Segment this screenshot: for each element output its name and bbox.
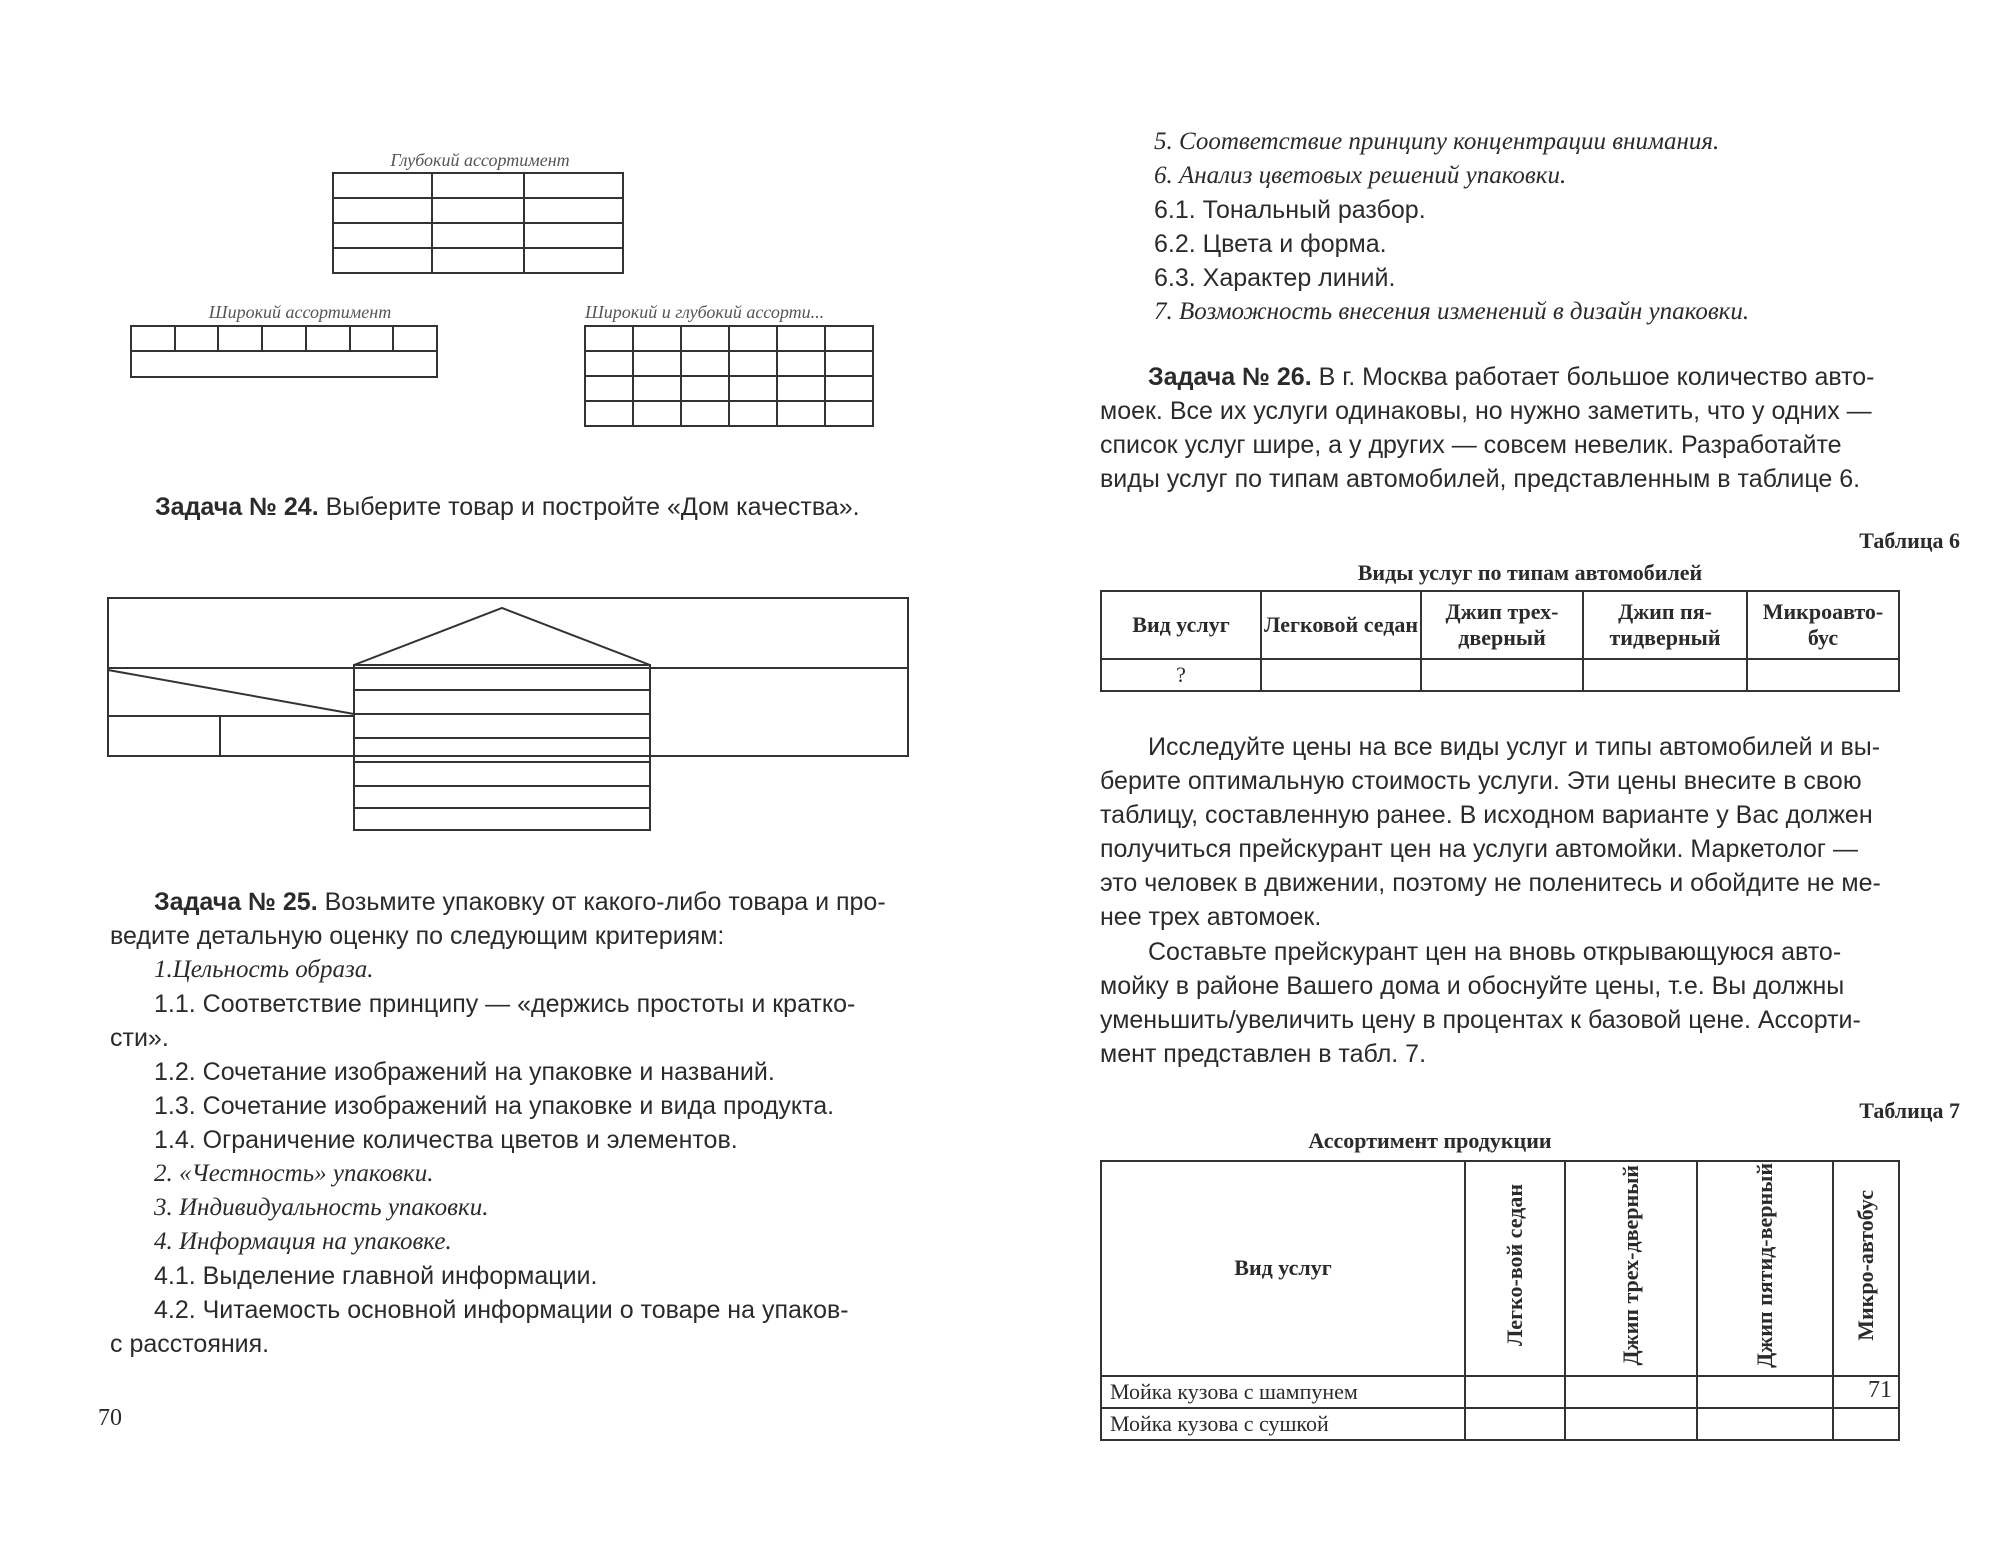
task-26-title: Задача № 26.: [1148, 363, 1312, 391]
criteria-item: 1.1. Соответствие принципу — «держись простоты и кратко-: [154, 990, 856, 1018]
task-24-heading: [155, 490, 860, 524]
table-7-header-4: Микро-автобус: [1833, 1161, 1899, 1376]
paragraph-price-list: [1100, 935, 1960, 1071]
table-row: [1101, 1376, 1899, 1408]
table-row: [1101, 1408, 1899, 1440]
table-6-label: Таблица 6: [1859, 528, 1960, 553]
deep-assortment-label: Глубокий ассортимент: [390, 150, 570, 170]
criteria-item: 6.2. Цвета и форма.: [1154, 230, 1387, 258]
paragraph-line: уменьшить/увеличить цену в процентах к базовой цене. Ассорти-: [1100, 1006, 1861, 1034]
criteria-item: с расстояния.: [110, 1330, 270, 1358]
right-page: [1000, 0, 2000, 1551]
criteria-item: 1.2. Сочетание изображений на упаковке и названий.: [154, 1058, 775, 1086]
task-26-block: [1100, 360, 1960, 496]
page-number-right: 71: [1868, 1377, 1892, 1403]
table-7-header-0: Вид услуг: [1101, 1161, 1465, 1376]
table-6-cell-3: [1583, 659, 1747, 691]
criteria-item: 4.1. Выделение главной информации.: [154, 1262, 598, 1290]
table-6-header-4: Микроавто-бус: [1747, 591, 1899, 659]
table-7-label: Таблица 7: [1859, 1098, 1960, 1123]
table-6-cell-2: [1421, 659, 1583, 691]
paragraph-research-prices: [1100, 730, 1960, 934]
page-number-left: 70: [98, 1405, 122, 1431]
criteria-item: 1.3. Сочетание изображений на упаковке и вида продукта.: [154, 1092, 835, 1120]
criteria-item: 1.Цельность образа.: [154, 956, 374, 983]
table-7-title: Ассортимент продукции: [1308, 1128, 1552, 1153]
paragraph-line: мент представлен в табл. 7.: [1100, 1040, 1427, 1068]
table-6-header-3: Джип пя-тидверный: [1583, 591, 1747, 659]
table-7-row-1-label: Мойка кузова с сушкой: [1101, 1408, 1465, 1440]
paragraph-line: нее трех автомоек.: [1100, 903, 1322, 931]
deep-assortment-grid: [332, 172, 624, 274]
criteria-item: 2. «Честность» упаковки.: [154, 1160, 434, 1187]
table-6: [1100, 590, 1900, 692]
table-7: [1100, 1160, 1900, 1441]
table-7-header-1: Легко-вой седан: [1465, 1161, 1565, 1376]
paragraph-line: получиться прейскурант цен на услуги автомойки. Маркетолог —: [1100, 835, 1858, 863]
paragraph-line: берите оптимальную стоимость услуги. Эти цены внесите в свою: [1100, 767, 1862, 795]
task-24-text: Выберите товар и постройте «Дом качества».: [318, 493, 860, 521]
wide-deep-assortment-label: Широкий и глубокий ассорти...: [585, 302, 825, 322]
table-6-header-0: Вид услуг: [1101, 591, 1261, 659]
criteria-item: сти».: [110, 1024, 169, 1052]
criteria-item: 1.4. Ограничение количества цветов и элементов.: [154, 1126, 738, 1154]
criteria-item: 6.1. Тональный разбор.: [1154, 196, 1426, 224]
task-26-line1: Задача № 26. В г. Москва работает большое количество авто-: [1148, 363, 1875, 391]
table-7-row-0-label: Мойка кузова с шампунем: [1101, 1376, 1465, 1408]
task-25-title: Задача № 25.: [154, 888, 318, 916]
task-25-line2: ведите детальную оценку по следующим критериям:: [110, 922, 725, 950]
criteria-item: 4.2. Читаемость основной информации о товаре на упаков-: [154, 1296, 849, 1324]
criteria-item: 7. Возможность внесения изменений в дизайн упаковки.: [1154, 298, 1750, 325]
task-25-line1: Задача № 25. Возьмите упаковку от какого-либо товара и про-: [154, 888, 886, 916]
task-26-line4: виды услуг по типам автомобилей, представленным в таблице 6.: [1100, 465, 1861, 493]
paragraph-line: мойку в районе Вашего дома и обоснуйте цены, т.е. Вы должны: [1100, 972, 1845, 1000]
wide-deep-assortment-grid: [584, 325, 874, 427]
table-6-cell-1: [1261, 659, 1421, 691]
criteria-item: 4. Информация на упаковке.: [154, 1228, 452, 1255]
table-6-header-2: Джип трех-дверный: [1421, 591, 1583, 659]
wide-assortment-label: Широкий ассортимент: [208, 302, 392, 322]
task-26-line2: моек. Все их услуги одинаковы, но нужно заметить, что у одних —: [1100, 397, 1872, 425]
table-6-cell-0: ?: [1101, 659, 1261, 691]
criteria-item: 6.3. Характер линий.: [1154, 264, 1396, 292]
table-7-header-3: Джип пятид-верный: [1697, 1161, 1833, 1376]
paragraph-line: Составьте прейскурант цен на вновь открывающуюся авто-: [1148, 938, 1842, 966]
wide-assortment-grid: [130, 325, 438, 378]
task-26-line3: список услуг шире, а у других — совсем невелик. Разработайте: [1100, 431, 1842, 459]
task-24-title: Задача № 24.: [155, 493, 319, 521]
paragraph-line: это человек в движении, поэтому не поленитесь и обойдите не ме-: [1100, 869, 1881, 897]
house-of-quality-diagram: [100, 590, 920, 840]
criteria-list-continued: [1110, 125, 1950, 329]
task-25-criteria-list: [110, 953, 930, 1361]
table-7-header-2: Джип трех-дверный: [1565, 1161, 1697, 1376]
paragraph-line: таблицу, составленную ранее. В исходном варианте у Вас должен: [1100, 801, 1873, 829]
table-6-header-1: Легковой седан: [1261, 591, 1421, 659]
criteria-item: 3. Индивидуальность упаковки.: [154, 1194, 489, 1221]
task-25-block: [110, 885, 930, 1361]
table-6-cell-4: [1747, 659, 1899, 691]
table-6-title: Виды услуг по типам автомобилей: [1357, 560, 1703, 585]
criteria-item: 5. Соответствие принципу концентрации внимания.: [1154, 128, 1720, 155]
paragraph-line: Исследуйте цены на все виды услуг и типы автомобилей и вы-: [1148, 733, 1881, 761]
criteria-item: 6. Анализ цветовых решений упаковки.: [1154, 162, 1567, 189]
